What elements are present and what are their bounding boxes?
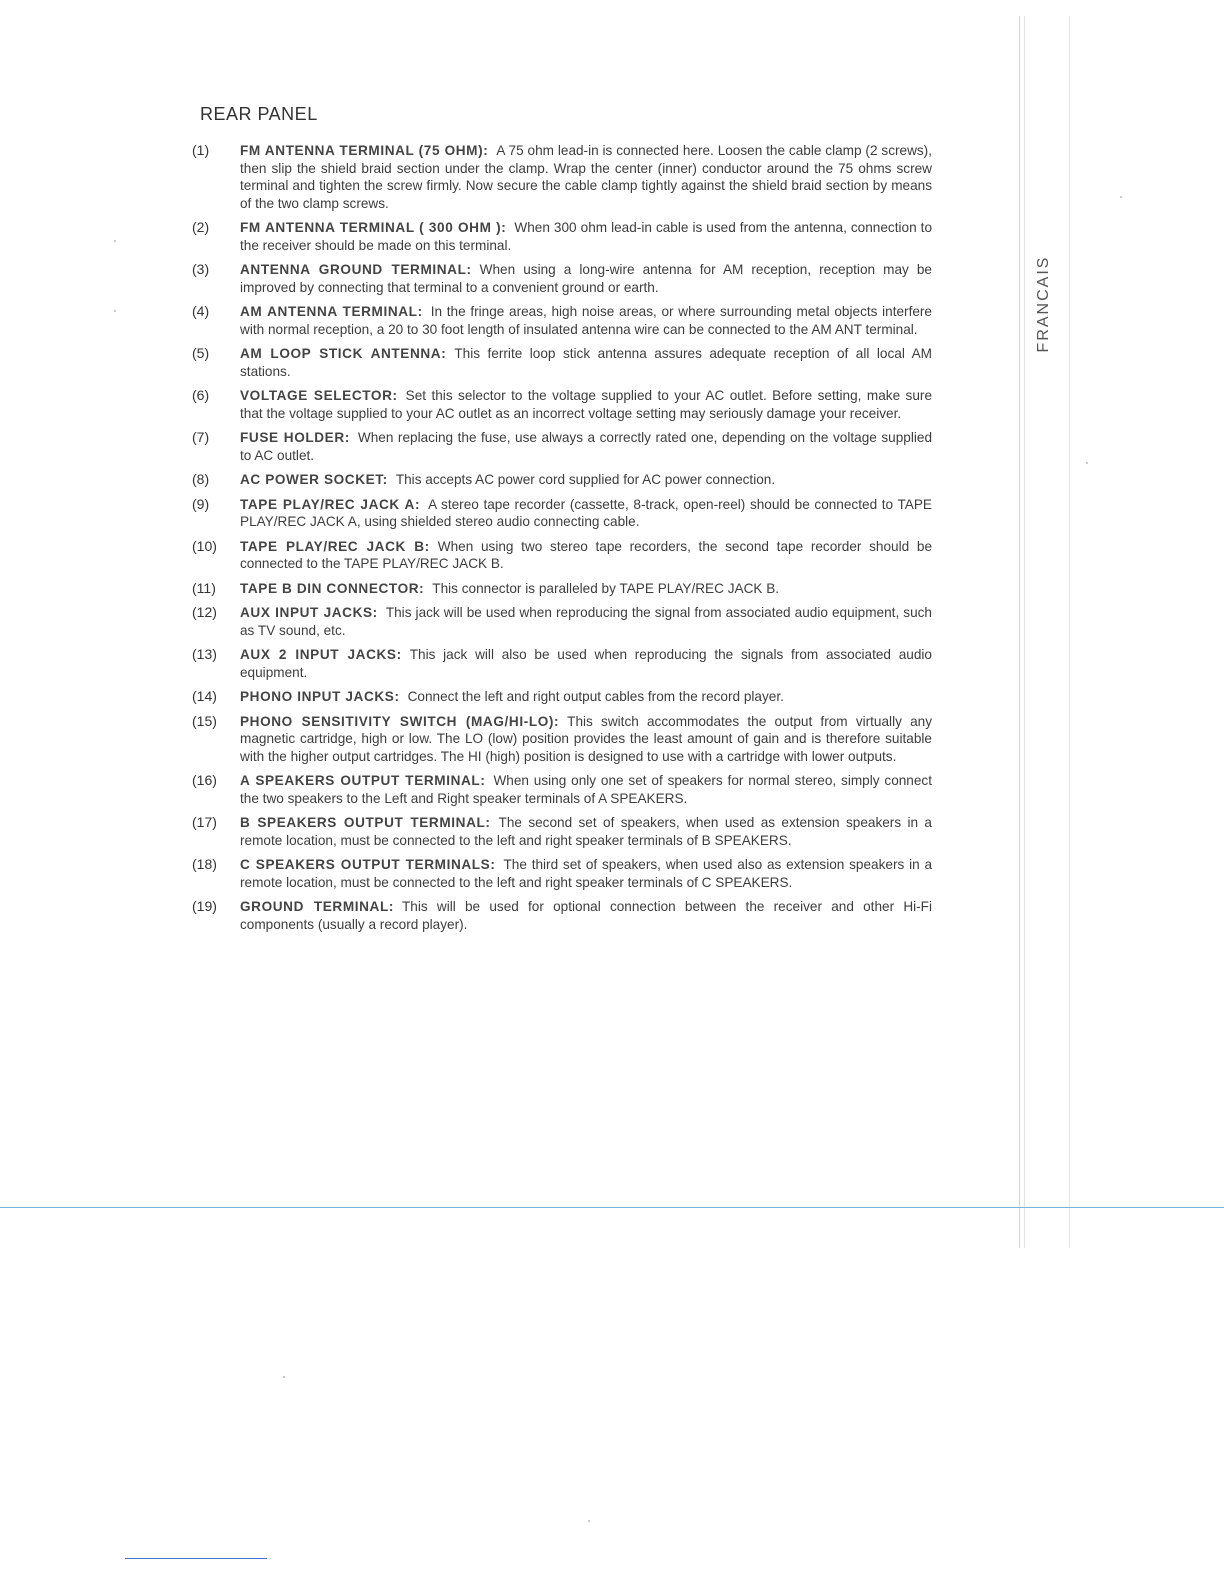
item-body: [240, 856, 932, 891]
item-number: (16): [192, 772, 217, 788]
item-description: When using a long-wire antenna for AM reception, reception may be improved by connecting that terminal to a convenient ground or earth.: [240, 262, 932, 295]
scan-speck: [1120, 196, 1122, 198]
item-number: (5): [192, 345, 210, 361]
item-number: (17): [192, 814, 217, 830]
item-body: [240, 303, 932, 338]
scan-speck: [588, 1520, 590, 1522]
page-edge-line: [1019, 16, 1020, 1248]
item-term: TAPE B DIN CONNECTOR:: [240, 580, 425, 596]
list-item: [192, 387, 932, 422]
item-description: The third set of speakers, when used also as extension speakers in a remote location, must be connected to the left and right speaker terminals of C SPEAKERS.: [240, 857, 933, 890]
item-number: (6): [192, 387, 210, 403]
item-body: [240, 646, 932, 681]
item-body: [240, 142, 932, 212]
item-number: (4): [192, 303, 210, 319]
item-description: This accepts AC power cord supplied for AC power connection.: [395, 472, 776, 487]
item-body: [240, 387, 932, 422]
rear-panel-item-list: [192, 142, 932, 940]
page-fold-line: [0, 1207, 1224, 1208]
item-term: FUSE HOLDER:: [240, 430, 350, 445]
item-number: (2): [192, 219, 210, 235]
item-description: This switch accommodates the output from virtually any magnetic cartridge, high or low. The LO (low) position provides the least amount of gain and is therefore suitable with the higher output cartridges. The HI (high) position is designed to use with a cartridge with lower outputs.: [240, 713, 933, 764]
item-number: (12): [192, 604, 217, 620]
item-term: TAPE PLAY/REC JACK B:: [240, 538, 430, 554]
item-body: [240, 713, 932, 766]
scan-speck: [283, 1376, 285, 1378]
item-description: In the fringe areas, high noise areas, or where surrounding metal objects interfere with normal reception, a 20 to 30 foot length of insulated antenna wire can be connected to the AM ANT terminal.: [240, 304, 932, 337]
item-term: AUX 2 INPUT JACKS:: [240, 647, 402, 662]
list-item: [192, 713, 932, 766]
item-term: B SPEAKERS OUTPUT TERMINAL:: [240, 815, 491, 830]
section-title: REAR PANEL: [200, 104, 318, 124]
list-item: [192, 471, 932, 489]
item-description: This jack will be used when reproducing the signal from associated audio equipment, such as TV sound, etc.: [240, 605, 932, 638]
scan-speck: [114, 240, 116, 242]
item-term: FM ANTENNA TERMINAL (75 OHM):: [240, 143, 489, 158]
item-body: [240, 580, 932, 598]
item-term: C SPEAKERS OUTPUT TERMINALS:: [240, 857, 496, 872]
item-number: (14): [192, 688, 217, 704]
list-item: [192, 856, 932, 891]
item-body: [240, 898, 932, 933]
item-description: This will be used for optional connection between the receiver and other Hi-Fi components (usually a record player).: [240, 899, 933, 932]
page-edge-line: [1069, 16, 1070, 1248]
item-body: [240, 429, 932, 464]
item-number: (19): [192, 898, 217, 914]
item-number: (7): [192, 429, 210, 445]
item-body: [240, 261, 932, 296]
item-description: The second set of speakers, when used as extension speakers in a remote location, must be connected to the left and right speaker terminals of B SPEAKERS.: [240, 815, 932, 848]
item-body: [240, 219, 932, 254]
page-edge-line: [1024, 16, 1025, 1248]
item-body: [240, 814, 932, 849]
item-term: ANTENNA GROUND TERMINAL:: [240, 262, 472, 277]
list-item: [192, 429, 932, 464]
item-body: [240, 688, 932, 706]
item-number: (15): [192, 712, 217, 729]
list-item: [192, 496, 932, 531]
list-item: [192, 580, 932, 598]
item-description: This ferrite loop stick antenna assures adequate reception of all local AM stations.: [240, 346, 932, 379]
item-term: AUX INPUT JACKS:: [240, 605, 378, 620]
item-body: [240, 772, 932, 807]
item-term: A SPEAKERS OUTPUT TERMINAL:: [240, 773, 486, 788]
item-number: (9): [192, 495, 210, 512]
item-term: GROUND TERMINAL:: [240, 899, 394, 914]
list-item: [192, 688, 932, 706]
list-item: [192, 604, 932, 639]
item-term: AM LOOP STICK ANTENNA:: [240, 346, 447, 361]
list-item: [192, 303, 932, 338]
scan-speck: [114, 310, 116, 312]
item-number: (13): [192, 646, 217, 662]
item-description: When 300 ohm lead-in cable is used from the antenna, connection to the receiver should be made on this terminal.: [240, 220, 932, 253]
item-number: (1): [192, 142, 210, 158]
item-body: [240, 538, 932, 573]
list-item: [192, 538, 932, 573]
item-description: When using only one set of speakers for normal stereo, simply connect the two speakers to the Left and Right speaker terminals of A SPEAKERS.: [240, 773, 933, 806]
item-description: When using two stereo tape recorders, the second tape recorder should be connected to the TAPE PLAY/REC JACK B.: [240, 538, 933, 571]
item-description: When replacing the fuse, use always a correctly rated one, depending on the voltage supplied to AC outlet.: [240, 430, 933, 463]
item-description: A 75 ohm lead-in is connected here. Loosen the cable clamp (2 screws), then slip the shield braid section under the clamp. Wrap the center (inner) conductor around the 75 ohms screw terminal and tighten the screw firmly. Now secure the cable clamp tightly against the shield braid section by means of the two clamp screws.: [240, 143, 932, 211]
item-description: This connector is paralleled by TAPE PLAY/REC JACK B.: [432, 580, 780, 596]
language-tab: [1032, 250, 1056, 358]
item-body: [240, 496, 932, 531]
list-item: [192, 772, 932, 807]
list-item: [192, 345, 932, 380]
item-term: AM ANTENNA TERMINAL:: [240, 304, 423, 319]
item-number: (8): [192, 471, 210, 487]
item-term: FM ANTENNA TERMINAL ( 300 OHM ):: [240, 220, 507, 235]
footer-rule: [125, 1558, 267, 1559]
list-item: [192, 142, 932, 212]
item-description: Connect the left and right output cables from the record player.: [407, 689, 784, 704]
item-number: (11): [192, 579, 216, 596]
scan-speck: [1086, 462, 1088, 464]
item-term: PHONO SENSITIVITY SWITCH (MAG/HI-LO):: [240, 713, 560, 729]
item-body: [240, 345, 932, 380]
list-item: [192, 814, 932, 849]
item-term: AC POWER SOCKET:: [240, 472, 388, 487]
list-item: [192, 219, 932, 254]
item-body: [240, 471, 932, 489]
item-number: (10): [192, 537, 217, 554]
item-description: This jack will also be used when reproducing the signals from associated audio equipment.: [240, 647, 932, 680]
item-term: VOLTAGE SELECTOR:: [240, 388, 398, 403]
language-tab-label: FRANCAIS: [1035, 255, 1052, 353]
item-term: PHONO INPUT JACKS:: [240, 689, 400, 704]
list-item: [192, 646, 932, 681]
list-item: [192, 898, 932, 933]
item-description: A stereo tape recorder (cassette, 8-track, open-reel) should be connected to TAPE PLAY/REC JACK A, using shielded stereo audio connecting cable.: [240, 496, 932, 529]
item-description: Set this selector to the voltage supplied to your AC outlet. Before setting, make sure that the voltage supplied to your AC outlet as an incorrect voltage setting may seriously damage your receiver.: [240, 388, 933, 421]
item-number: (18): [192, 856, 217, 872]
item-number: (3): [192, 261, 210, 277]
item-term: TAPE PLAY/REC JACK A:: [240, 496, 421, 512]
item-body: [240, 604, 932, 639]
list-item: [192, 261, 932, 296]
